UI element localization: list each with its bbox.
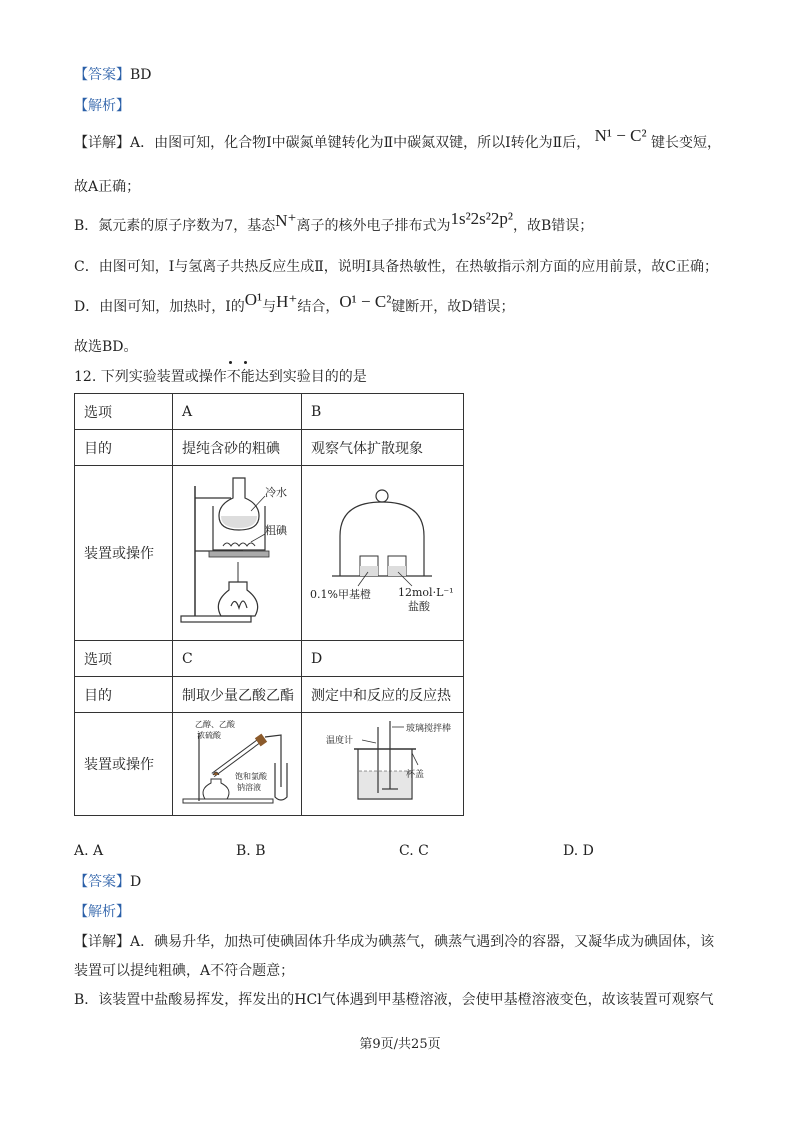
page-footer: 第9页/共25页 (359, 1037, 441, 1052)
table-row (75, 466, 464, 641)
table-cell: 观察气体扩散现象 (302, 430, 464, 466)
detail-a-cont: 故A正确； (74, 179, 141, 195)
detail-b-text: B．氮元素的原子序数为7，基态 (74, 218, 276, 234)
emphasis-dot (244, 361, 247, 364)
table-cell: 目的 (75, 677, 173, 713)
table-cell: 目的 (75, 430, 173, 466)
detail-d-tail: 键断开，故D错误； (391, 299, 515, 315)
figure-b-cell (302, 466, 464, 641)
table-cell: A (173, 394, 302, 430)
label-saturated: 饱和氯酸 (235, 772, 267, 781)
table-cell: 提纯含砂的粗碘 (173, 430, 302, 466)
detail2-b-line1: B．该装置中盐酸易挥发，挥发出的HCl气体遇到甲基橙溶液，会使甲基橙溶液变色，故该装置可观察气 (74, 992, 714, 1008)
table-cell: 装置或操作 (75, 713, 173, 816)
table-cell: 测定中和反应的反应热 (302, 677, 464, 713)
sublimation-apparatus-figure (173, 466, 301, 636)
answer-value: D (130, 874, 142, 890)
figure-c-cell (173, 713, 302, 816)
question-12-stem (74, 366, 367, 386)
detail-tag: 【详解】 (74, 934, 130, 950)
question-stem: 下列实验装置或操作不能达到实验目的的是 (100, 369, 367, 385)
formula-h-plus: H⁺ (276, 292, 298, 311)
detail-d-with: 与 (262, 299, 277, 315)
detail-b-mid: 离子的核外电子排布式为 (296, 218, 451, 234)
analysis-tag: 【解析】 (74, 904, 130, 920)
table-row (75, 713, 464, 816)
label-hydrochloric-acid: 盐酸 (408, 600, 430, 613)
bell-jar-figure (302, 466, 463, 636)
label-solution: 钠溶液 (237, 783, 261, 792)
emphasis-dot (229, 361, 232, 364)
detail2-a-line1 (74, 931, 714, 951)
answer-value: BD (130, 67, 152, 83)
table-cell: 选项 (75, 641, 173, 677)
detail-a-line (74, 126, 722, 152)
analysis-line-1 (74, 95, 130, 115)
formula-o1-c2: O¹ − C² (339, 292, 392, 311)
label-thermometer: 温度计 (326, 736, 354, 746)
answer-tag: 【答案】 (74, 67, 130, 83)
table-cell: D (302, 641, 464, 677)
figure-d-cell (302, 713, 464, 816)
formula-n-plus: N⁺ (275, 211, 297, 230)
ester-prep-figure (173, 713, 301, 811)
detail-c-line: C．由图可知，Ⅰ与氢离子共热反应生成Ⅱ，说明Ⅰ具备热敏性，在热敏指示剂方面的应用前景，故C正确； (74, 259, 718, 275)
conclusion-line: 故选BD。 (74, 339, 138, 355)
table-row (75, 641, 464, 677)
detail-b-line (74, 209, 594, 235)
label-methyl-orange: 0.1%甲基橙 (310, 588, 371, 601)
table-cell: B (302, 394, 464, 430)
analysis-line-2 (74, 901, 130, 921)
label-ethanol-acetic: 乙醇、乙酸 (195, 720, 235, 729)
label-cold-water: 冷水 (265, 486, 287, 499)
choice-a[interactable]: A. A (74, 843, 104, 859)
table-row (75, 430, 464, 466)
calorimeter-figure (302, 713, 463, 811)
options-table (74, 393, 464, 816)
choice-d[interactable]: D. D (563, 843, 594, 859)
detail-d-line (74, 290, 515, 316)
label-crude-iodine: 粗碘 (265, 524, 287, 537)
detail-d-bond: 结合， (297, 299, 340, 315)
question-number: 12. (74, 369, 97, 385)
answer-line-1 (74, 64, 152, 84)
detail-a-tail: 键长变短， (651, 135, 722, 151)
choice-c[interactable]: C. C (399, 843, 429, 859)
label-concentration: 12mol·L⁻¹ (398, 586, 454, 599)
table-cell: 选项 (75, 394, 173, 430)
table-cell: C (173, 641, 302, 677)
detail-a-text: A．由图可知，化合物Ⅰ中碳氮单键转化为Ⅱ中碳氮双键，所以Ⅰ转化为Ⅱ后， (130, 135, 591, 151)
electron-config: 1s²2s²2p² (450, 209, 513, 228)
answer-tag: 【答案】 (74, 874, 130, 890)
choice-b[interactable]: B. B (236, 843, 266, 859)
table-cell: 装置或操作 (75, 466, 173, 641)
label-stirring-rod: 玻璃搅拌棒 (406, 724, 452, 734)
detail2-a-line2: 装置可以提纯粗碘，A不符合题意； (74, 963, 295, 979)
formula-n1-c2: N¹ − C² (594, 126, 647, 145)
formula-o1: O¹ (244, 290, 263, 309)
analysis-tag: 【解析】 (74, 98, 130, 114)
detail-tag: 【详解】 (74, 135, 130, 151)
label-sulfuric: 浓硫酸 (197, 731, 221, 740)
table-cell: 制取少量乙酸乙酯 (173, 677, 302, 713)
figure-a-cell (173, 466, 302, 641)
detail2-a-text: A．碘易升华，加热可使碘固体升华成为碘蒸气，碘蒸气遇到冷的容器，又凝华成为碘固体，该 (130, 934, 715, 950)
table-row (75, 677, 464, 713)
label-cup-lid: 杯盖 (406, 770, 425, 780)
detail-d-text: D．由图可知，加热时，Ⅰ的 (74, 299, 245, 315)
detail-b-tail: ，故B错误； (512, 218, 594, 234)
answer-line-2 (74, 871, 141, 891)
table-row (75, 394, 464, 430)
